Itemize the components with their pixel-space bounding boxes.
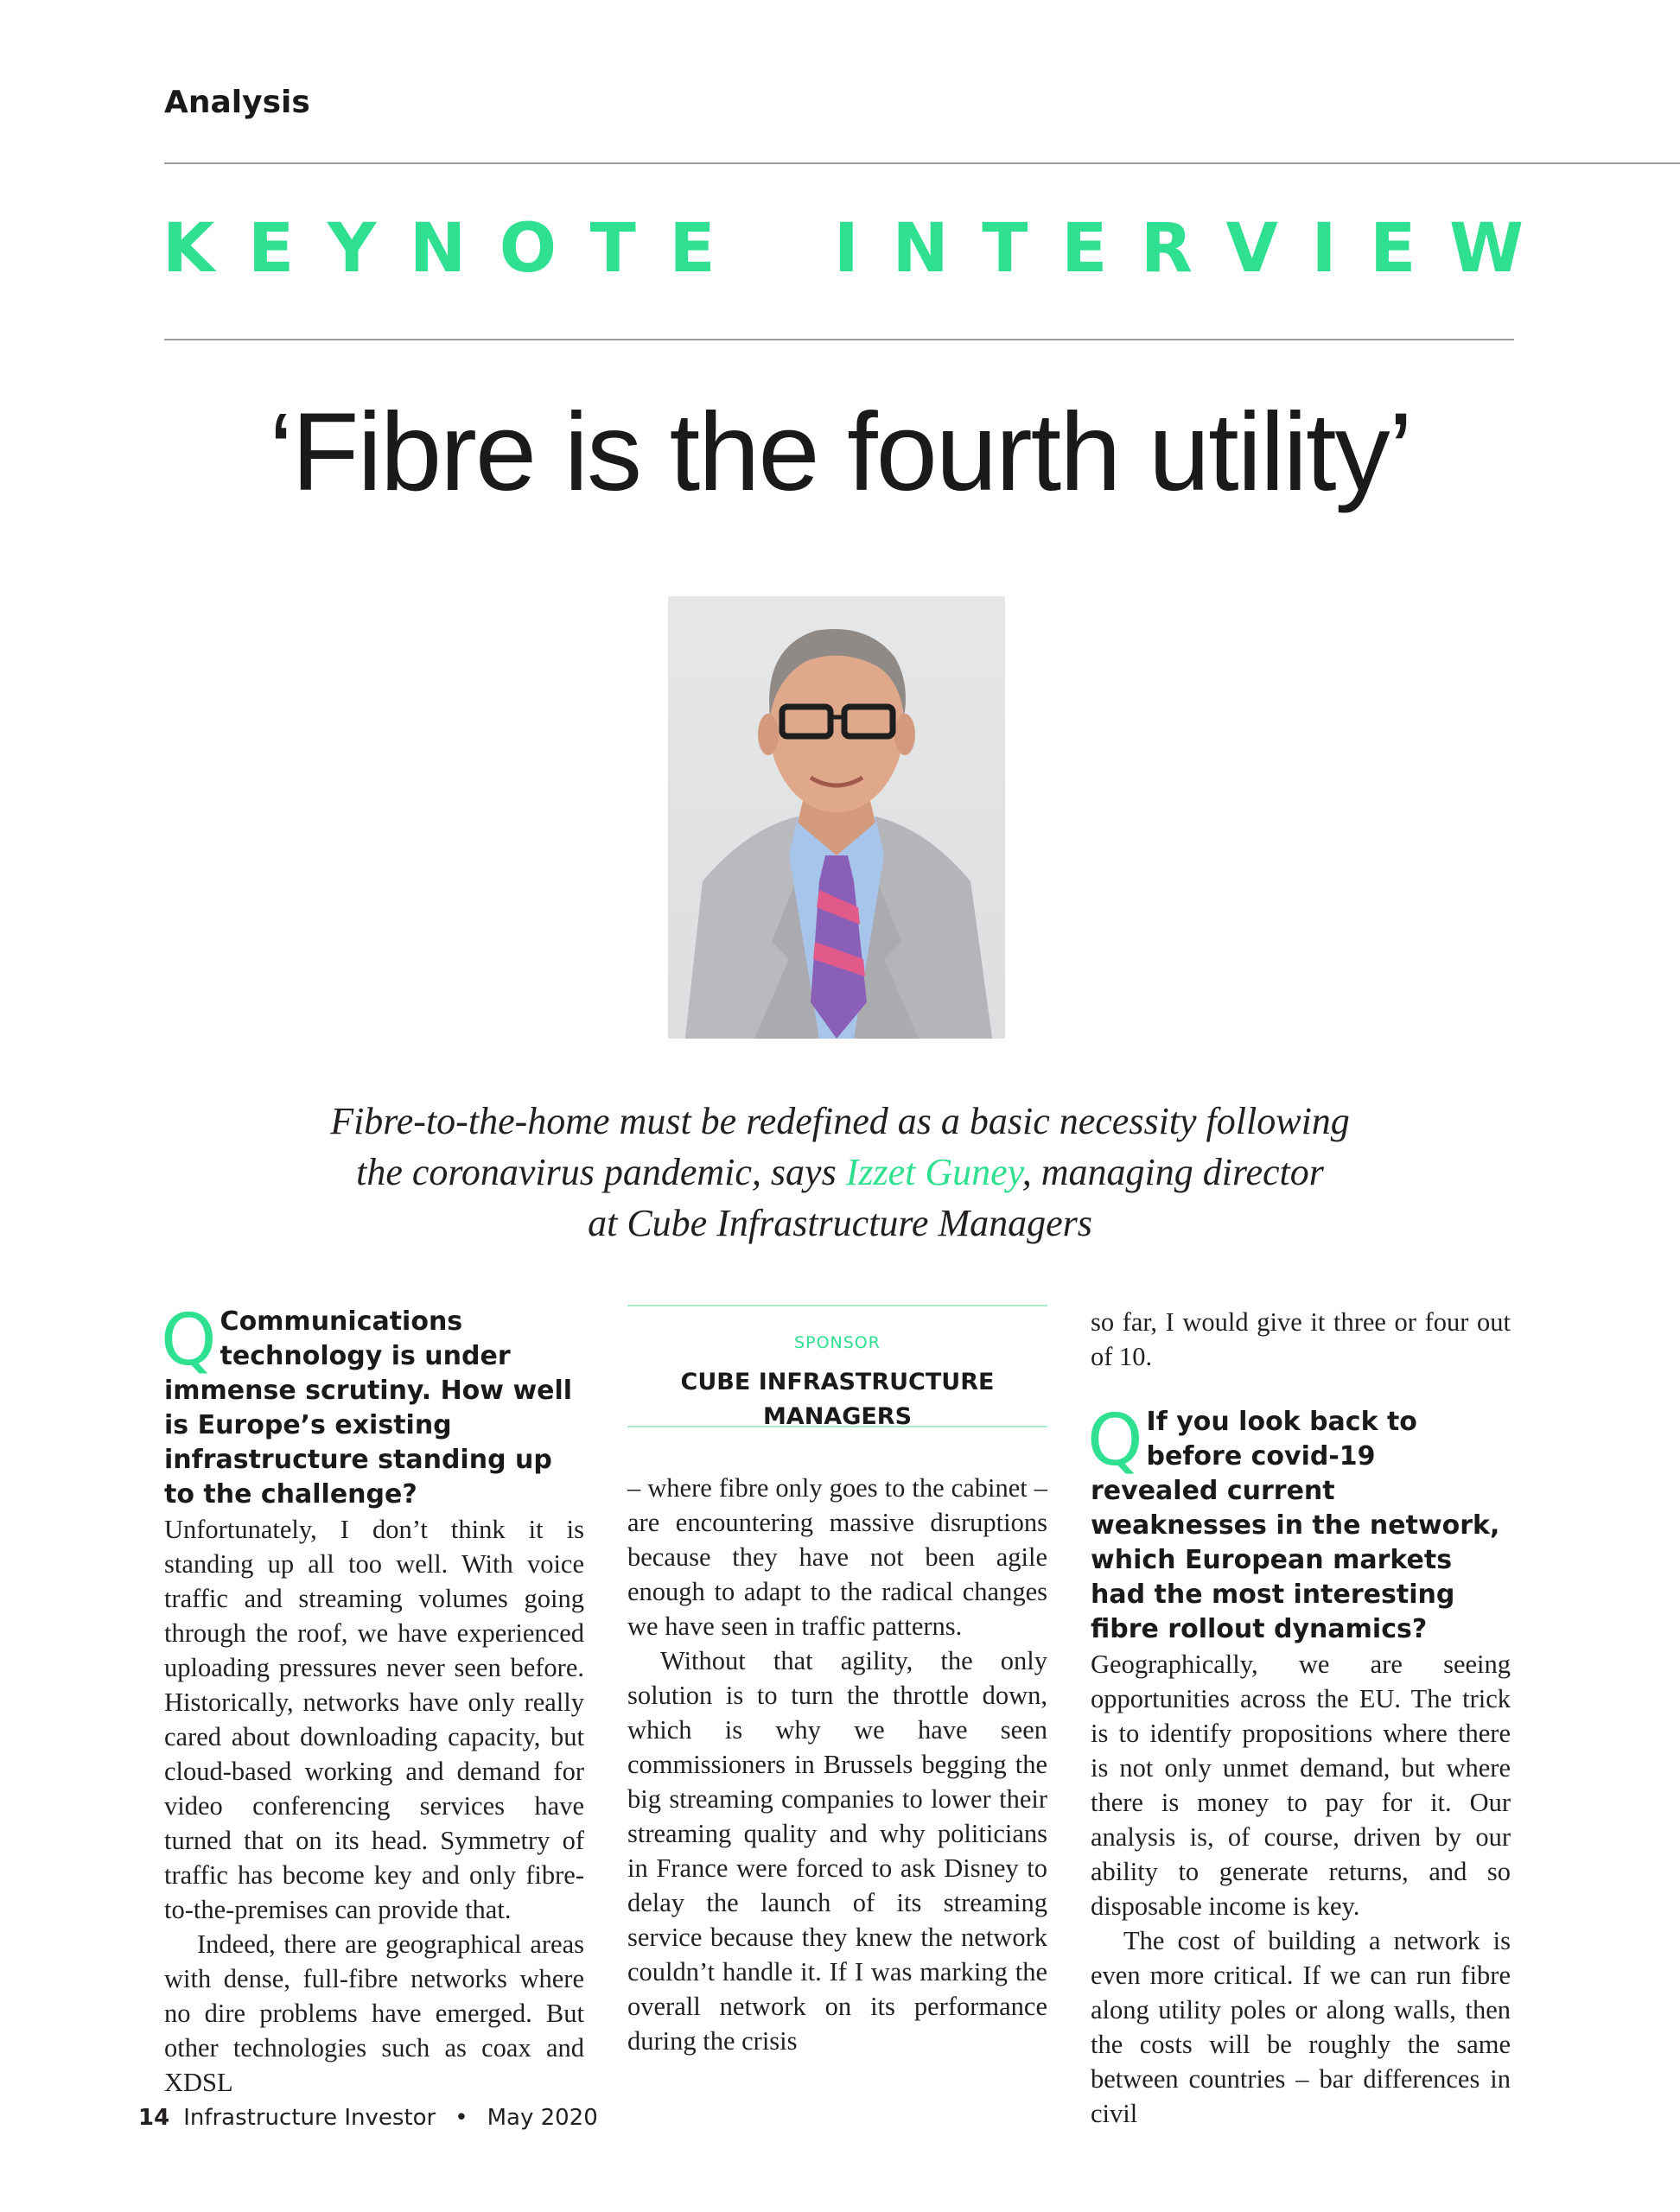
page-number: 14 <box>138 2105 170 2131</box>
issue-date: May 2020 <box>487 2105 598 2131</box>
question-marker: Q <box>161 1300 217 1382</box>
article-column-1 <box>161 1300 584 2100</box>
article-column-2 <box>627 1305 1047 2058</box>
mid-divider <box>164 339 1514 340</box>
answer-paragraph: Without that agility, the only solution is to turn the throttle down, which is why we have seen commissioners in Brussels begging the big streaming companies to lower their streaming quality and why politicians in France were forced to ask Disney to delay the launch of its streaming service because they knew the network couldn’t handle it. If I was marking the overall network on its performance during the crisis <box>627 1646 1047 2056</box>
interview-letter: I <box>833 210 859 288</box>
interview-question: If you look back to before covid-19 revealed current weaknesses in the network, which European markets had the most interesting fibre rollout dynamics? <box>1091 1407 1500 1644</box>
standfirst-line-2 <box>242 1147 1438 1198</box>
sponsor-name <box>627 1365 1047 1434</box>
standfirst-line-1: Fibre-to-the-home must be redefined as a basic necessity following <box>330 1100 1350 1142</box>
top-divider <box>164 162 1680 164</box>
standfirst <box>242 1096 1438 1249</box>
headline: ‘Fibre is the fourth utility’ <box>268 391 1412 514</box>
interview-letter: V <box>1225 210 1278 288</box>
keynote-letter: O <box>499 210 557 288</box>
footer-separator: • <box>455 2105 468 2131</box>
section-label: Analysis <box>164 85 310 120</box>
page-footer <box>138 2105 598 2131</box>
portrait-illustration <box>668 596 1005 1039</box>
answer-paragraph: Unfortunately, I don’t think it is standing up all too well. With voice traffic and streaming volumes going through the roof, we have experienced uploading pressures never seen before. Historically, networks have only really cared about downloading capacity, but cloud-based working and demand for video conferencing services have turned that on its head. Symmetry of traffic has become key and only fibre-to-the-premises can provide that. <box>164 1515 584 1924</box>
standfirst-text: the coronavirus pandemic, says <box>356 1151 846 1193</box>
answer-paragraph: – where fibre only goes to the cabinet – are encountering massive disruptions because they have not been agile enough to adapt to the radical changes we have seen in traffic patterns. <box>627 1473 1047 1641</box>
interview-letter: E <box>1370 210 1416 288</box>
keynote-letter: Y <box>327 210 377 288</box>
interview-letter: I <box>1311 210 1337 288</box>
standfirst-text: , managing director <box>1021 1151 1324 1193</box>
answer-paragraph: Geographically, we are seeing opportunities across the EU. The trick is to identify propositions where there is not only unmet demand, but where there is money to pay for it. Our analysis is, of course, driven by our ability to generate returns, and so disposable income is key. <box>1091 1649 1511 1921</box>
publication-name: Infrastructure Investor <box>183 2105 436 2131</box>
question-marker: Q <box>1087 1400 1143 1482</box>
interview-letter: W <box>1448 210 1524 288</box>
portrait-photo <box>668 596 1005 1039</box>
keynote-letter: E <box>669 210 716 288</box>
interview-letter: N <box>892 210 949 288</box>
keynote-interview-banner <box>162 206 1524 292</box>
article-column-3 <box>1087 1305 1511 2131</box>
interview-question: Communications technology is under immense scrutiny. How well is Europe’s existing infrastructure standing up to the challenge? <box>164 1306 573 1510</box>
sponsor-name-line: CUBE INFRASTRUCTURE <box>680 1369 995 1395</box>
sponsor-label: SPONSOR <box>794 1333 881 1352</box>
interviewee-name: Izzet Guney <box>845 1151 1022 1193</box>
answer-paragraph: Indeed, there are geographical areas with dense, full-fibre networks where no dire problems have emerged. But other technologies such as coax and XDSL <box>164 1929 584 2097</box>
interview-letter: T <box>982 210 1028 288</box>
answer-paragraph: The cost of building a network is even more critical. If we can run fibre along utility poles or along walls, then the costs will be roughly the same between countries – bar differences in civil <box>1091 1926 1511 2128</box>
interview-letter: E <box>1061 210 1108 288</box>
answer-paragraph: so far, I would give it three or four out of 10. <box>1091 1307 1511 1371</box>
keynote-letter: K <box>162 210 215 288</box>
sponsor-box <box>627 1305 1047 1430</box>
interview-letter: R <box>1140 210 1193 288</box>
sponsor-name-line: MANAGERS <box>762 1403 913 1430</box>
keynote-letter: E <box>248 210 295 288</box>
keynote-letter: N <box>409 210 467 288</box>
standfirst-line-3: at Cube Infrastructure Managers <box>588 1202 1092 1244</box>
keynote-letter: T <box>589 210 636 288</box>
